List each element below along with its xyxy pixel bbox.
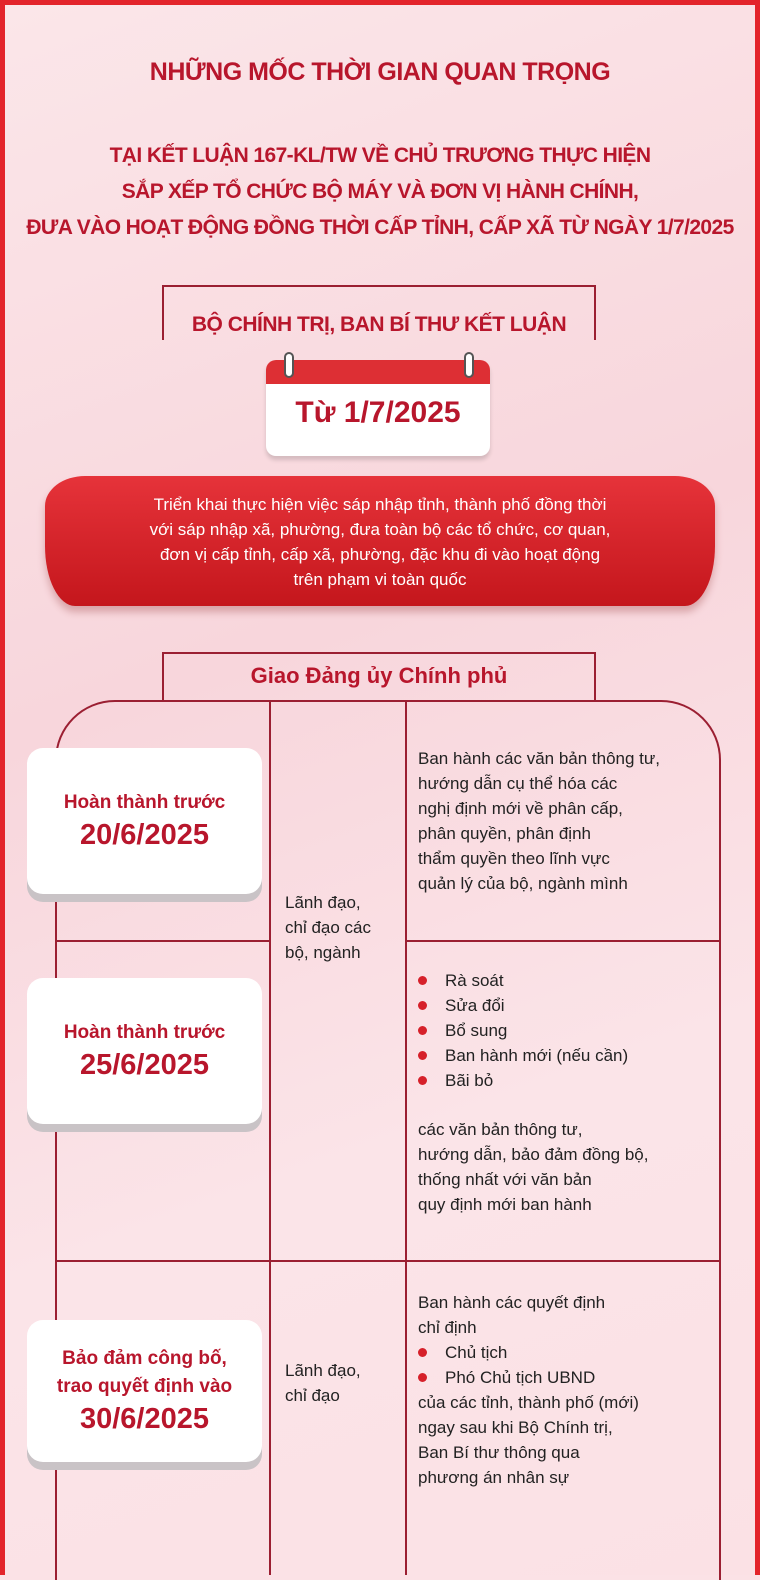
ribbon-line: trên phạm vi toàn quốc (293, 570, 467, 589)
task-line: thẩm quyền theo lĩnh vực (418, 849, 610, 868)
role-line: Lãnh đạo, (285, 1361, 361, 1380)
task-line: quản lý của bộ, ngành mình (418, 874, 628, 893)
task-line: nghị định mới về phân cấp, (418, 799, 623, 818)
page-title: NHỮNG MỐC THỜI GIAN QUAN TRỌNG (149, 58, 611, 86)
calendar-date: Từ 1/7/2025 (295, 396, 461, 429)
ribbon-line: đơn vị cấp tỉnh, cấp xã, phường, đặc khu đi vào hoạt động (159, 545, 601, 564)
task-text (415, 968, 648, 1217)
assign-heading: Giao Đảng ủy Chính phủ (162, 652, 596, 701)
subtitle-line: TẠI KẾT LUẬN 167-KL/TW VỀ CHỦ TRƯƠNG THỰC HIỆN (109, 144, 651, 167)
ribbon-text (70, 492, 690, 592)
row-divider (55, 1260, 721, 1262)
subtitle-line: ĐƯA VÀO HOẠT ĐỘNG ĐỒNG THỜI CẤP TỈNH, CẤP XÃ TỪ NGÀY 1/7/2025 (26, 216, 734, 239)
role-line: chỉ đạo (285, 1386, 340, 1405)
bullet-item: Sửa đổi (415, 993, 648, 1018)
role-line: bộ, ngành (285, 943, 361, 962)
task-line: phương án nhân sự (418, 1468, 570, 1487)
column-divider (405, 701, 407, 1575)
task-line: của các tỉnh, thành phố (mới) (418, 1393, 639, 1412)
bullet-item: Rà soát (415, 968, 648, 993)
subtitle-line: SẮP XẾP TỔ CHỨC BỘ MÁY VÀ ĐƠN VỊ HÀNH CHÍNH, (121, 180, 639, 203)
task-line: thống nhất với văn bản (418, 1170, 592, 1189)
role-line: Lãnh đạo, (285, 893, 361, 912)
section-heading: BỘ CHÍNH TRỊ, BAN BÍ THƯ KẾT LUẬN (191, 313, 567, 336)
task-line: hướng dẫn, bảo đảm đồng bộ, (418, 1145, 649, 1164)
calendar-ring-icon (284, 352, 294, 378)
task-line: Ban hành các văn bản thông tư, (418, 749, 661, 768)
bullet-list (415, 968, 648, 1093)
role-line: chỉ đạo các (285, 918, 371, 937)
task-line: Ban hành các quyết định (418, 1293, 606, 1312)
task-text (418, 746, 660, 896)
ribbon-line: với sáp nhập xã, phường, đưa toàn bộ các tổ chức, cơ quan, (149, 520, 611, 539)
task-line: ngay sau khi Bộ Chính trị, (418, 1418, 613, 1437)
task-line: hướng dẫn cụ thể hóa các (418, 774, 618, 793)
row-divider (55, 940, 269, 942)
deadline-card (27, 1320, 262, 1462)
deadline-label: Bảo đảm công bố, (62, 1348, 227, 1369)
bullet-item: Ban hành mới (nếu cần) (415, 1043, 648, 1068)
task-line: quy định mới ban hành (418, 1195, 592, 1214)
bullet-list (415, 1340, 639, 1390)
calendar-icon (266, 360, 490, 456)
deadline-card (27, 978, 262, 1124)
deadline-date: 30/6/2025 (79, 1403, 209, 1435)
role-text (285, 890, 371, 965)
deadline-date: 20/6/2025 (79, 819, 209, 851)
deadline-label: trao quyết định vào (56, 1376, 233, 1397)
task-line: các văn bản thông tư, (418, 1120, 583, 1139)
ribbon-line: Triển khai thực hiện việc sáp nhập tỉnh, thành phố đồng thời (153, 495, 607, 514)
bullet-item: Chủ tịch (415, 1340, 639, 1365)
calendar-ring-icon (464, 352, 474, 378)
column-divider (269, 701, 271, 1575)
task-text (418, 1290, 639, 1490)
deadline-date: 25/6/2025 (79, 1049, 209, 1081)
deadline-label: Hoàn thành trước (63, 792, 226, 813)
page-subtitle (0, 138, 760, 246)
row-divider (405, 940, 721, 942)
bullet-item: Bổ sung (415, 1018, 648, 1043)
task-line: chỉ định (418, 1318, 477, 1337)
role-text (285, 1358, 361, 1408)
bullet-item: Phó Chủ tịch UBND (415, 1365, 639, 1390)
task-line: Ban Bí thư thông qua (418, 1443, 580, 1462)
task-line: phân quyền, phân định (418, 824, 591, 843)
deadline-card (27, 748, 262, 894)
bullet-item: Bãi bỏ (415, 1068, 648, 1093)
deadline-label: Hoàn thành trước (63, 1022, 226, 1043)
